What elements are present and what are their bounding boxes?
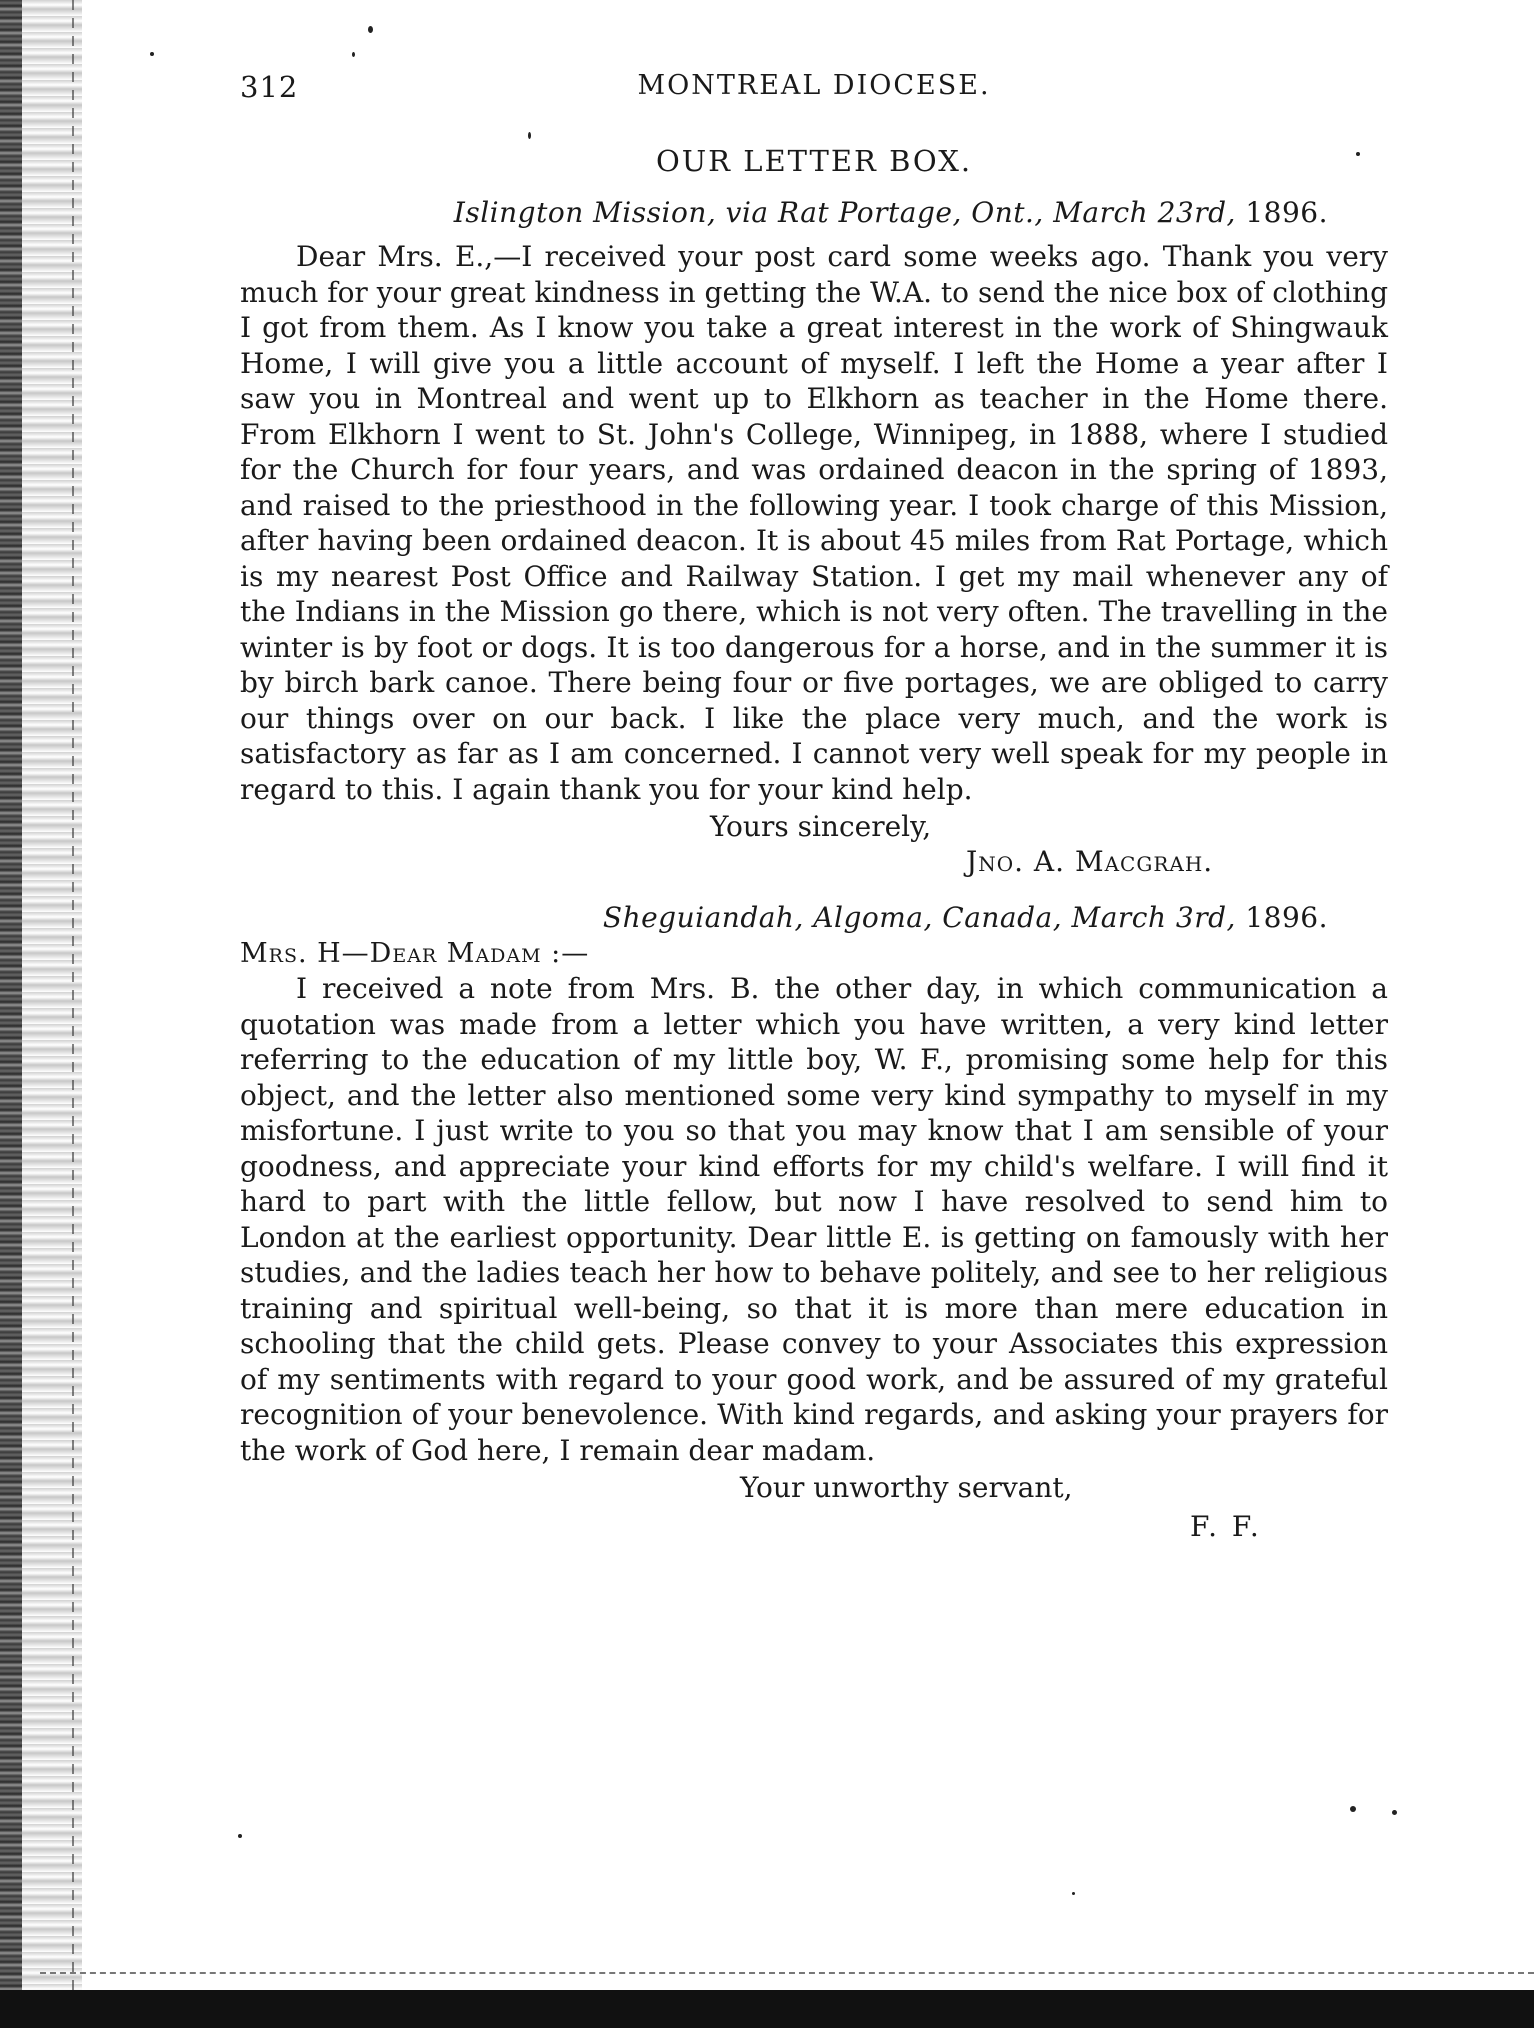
letter-2-dateline-year: 1896. [1245, 901, 1328, 934]
scan-bottom-edge [0, 1990, 1534, 2028]
letter-1-signature: Jno. A. Macgrah. [966, 845, 1214, 878]
running-title: MONTREAL DIOCESE. [637, 70, 991, 101]
section-title: OUR LETTER BOX. [655, 144, 973, 178]
letter-1-dateline-place: Islington Mission, via Rat Portage, Ont., March 23rd, [453, 196, 1236, 229]
running-head [240, 70, 1388, 114]
document-page [240, 70, 1388, 1544]
letter-2-paragraph: I received a note from Mrs. B. the other day, in which communication a quotation was made from a letter which you have written, a very kind letter referring to the education of my little boy, W. F., promising some help for this object, and the letter also mentioned some very kind sympathy to myself in my misfortune. I just write to you so that you may know that I am sensible of your goodness, and appreciate your kind efforts for my child's welfare. I will find it hard to part with the little fellow, but now I have resolved to send him to London at the earliest opportunity. Dear little E. is getting on famously with her studies, and the ladies teach her how to behave politely, and see to her religious training and spiritual well-being, so that it is more than mere education in schooling that the child gets. Please convey to your Associates this expression of my sentiments with regard to your good work, and be assured of my grateful recognition of your benevolence. With kind regards, and asking your prayers for the work of God here, I remain dear madam. [240, 972, 1388, 1467]
scan-margin-rule [72, 0, 74, 1990]
scan-spine-edge [0, 0, 22, 2028]
scan-speck [368, 26, 373, 33]
scan-speck [352, 52, 355, 57]
letter-2 [240, 901, 1388, 1544]
letter-1-dateline [240, 196, 1388, 229]
scan-speck [1392, 1810, 1397, 1815]
letter-1-closing: Yours sincerely, [710, 810, 932, 843]
letter-2-dateline-place: Sheguiandah, Algoma, Canada, March 3rd, [602, 901, 1236, 934]
letter-2-salutation: Mrs. H—Dear Madam :— [240, 938, 590, 969]
letter-1-paragraph: Dear Mrs. E.,—I received your post card some weeks ago. Thank you very much for your great kindness in getting the W.A. to send the nice box of clothing I got from them. As I know you take a great interest in the work of Shingwauk Home, I will give you a little account of myself. I left the Home a year after I saw you in Montreal and went up to Elkhorn as teacher in the Home there. From Elkhorn I went to St. John's College, Winnipeg, in 1888, where I studied for the Church for four years, and was ordained deacon in the spring of 1893, and raised to the priesthood in the following year. I took charge of this Mission, after having been ordained deacon. It is about 45 miles from Rat Portage, which is my nearest Post Office and Railway Station. I get my mail whenever any of the Indians in the Mission go there, which is not very often. The travelling in the winter is by foot or dogs. It is too dangerous for a horse, and in the summer it is by birch bark canoe. There being four or five portages, we are obliged to carry our things over on our back. I like the place very much, and the work is satisfactory as far as I am concerned. I cannot very well speak for my people in regard to this. I again thank you for your kind help. [240, 240, 1388, 806]
letter-1-dateline-year: 1896. [1245, 196, 1328, 229]
letter-2-body [240, 971, 1388, 1468]
letter-2-dateline [240, 901, 1388, 934]
letter-1 [240, 196, 1388, 879]
scan-speck [1350, 1806, 1356, 1812]
letter-2-closing: Your unworthy servant, [740, 1471, 1073, 1504]
letter-1-body [240, 239, 1388, 807]
scan-speck [238, 1834, 242, 1838]
scan-speck [150, 52, 154, 56]
letter-2-signature: F. F. [1190, 1510, 1262, 1543]
page-number: 312 [240, 70, 299, 104]
scan-bottom-rule [40, 1972, 1534, 1992]
scan-speck [1072, 1892, 1075, 1895]
